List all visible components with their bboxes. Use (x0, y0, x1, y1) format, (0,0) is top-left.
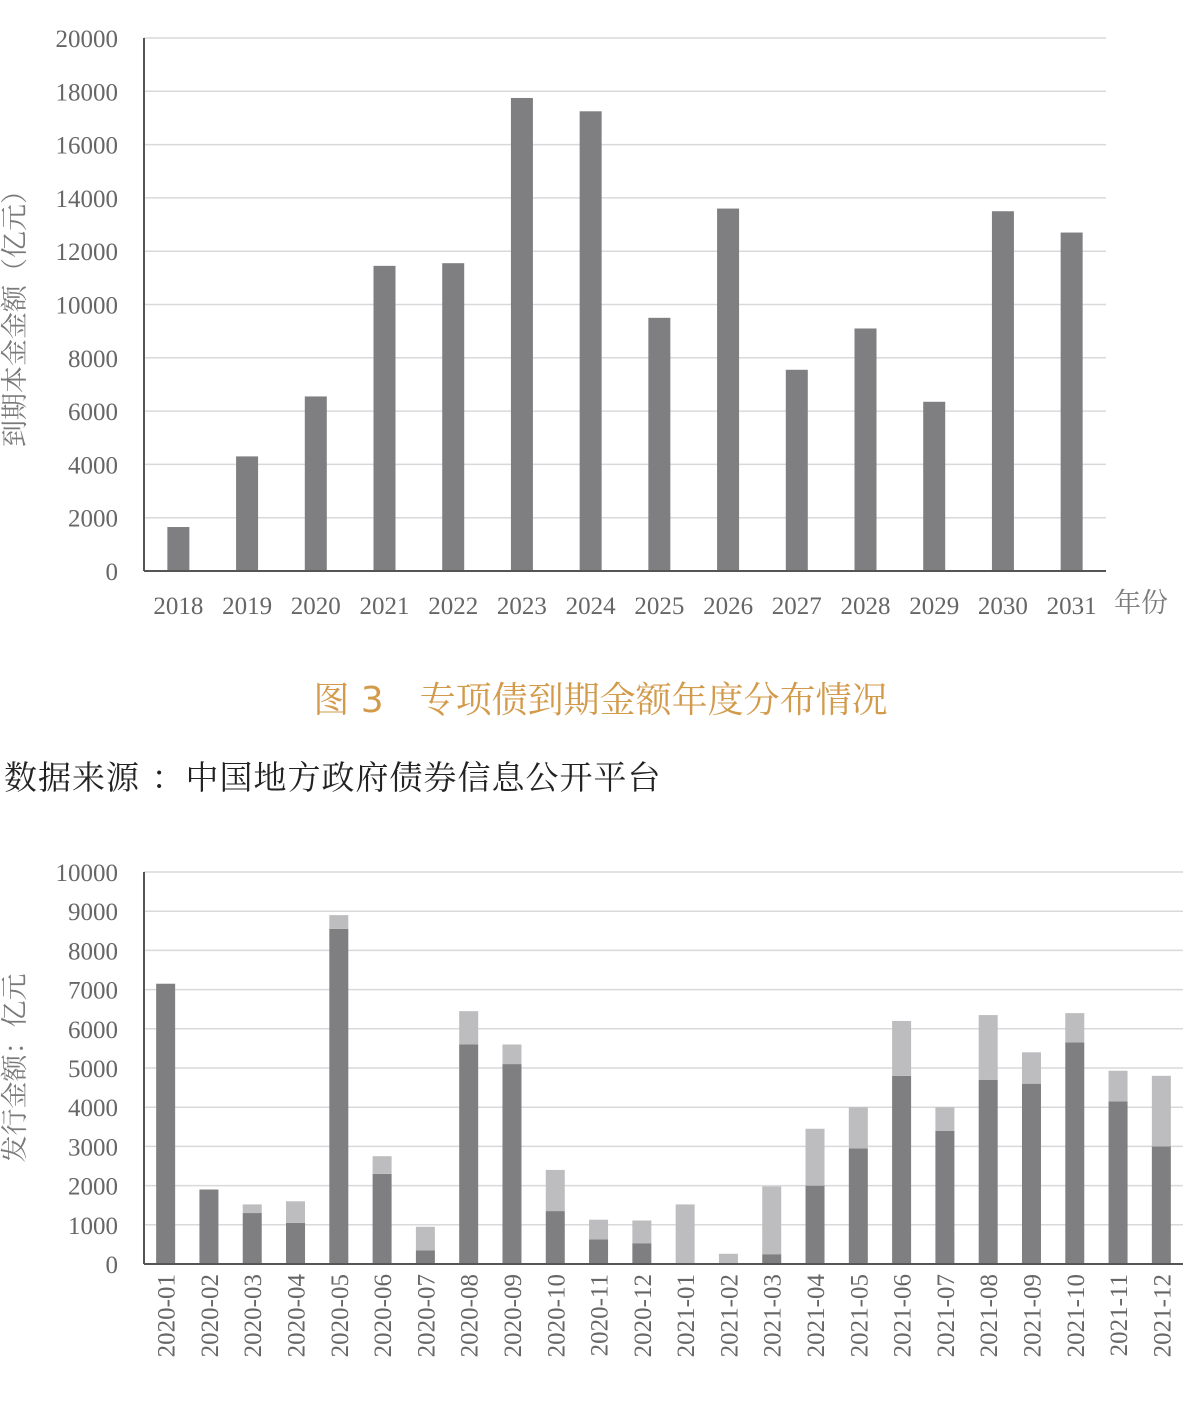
y-tick-label: 8000 (68, 938, 118, 966)
data-source: 数据来源 ：中国地方政府债券信息公开平台 (4, 758, 662, 797)
x-tick-label: 2021-11 (1106, 1274, 1134, 1357)
bar-2021-04-s1 (806, 1186, 825, 1264)
bar-2021-05-s2 (849, 1107, 868, 1148)
bar-2020-11-s1 (589, 1239, 608, 1264)
x-tick-label: 2021-06 (889, 1274, 917, 1358)
bar-2020-03-s1 (243, 1213, 262, 1264)
y-tick-label: 6000 (68, 1016, 118, 1044)
bar-2020-03-s2 (243, 1204, 262, 1213)
bar-2020-09-s2 (502, 1044, 521, 1064)
bar-2020-08-s2 (459, 1011, 478, 1044)
bar-2027 (786, 370, 808, 571)
bar-2018 (167, 527, 189, 571)
bar-2019 (236, 456, 258, 571)
bar-2020-05-s2 (329, 915, 348, 929)
bar-2030 (992, 211, 1014, 571)
bar-2021-06-s1 (892, 1076, 911, 1264)
y-tick-label: 4000 (68, 452, 118, 480)
bar-2020-12-s2 (632, 1220, 651, 1243)
y-tick-label: 18000 (55, 79, 118, 107)
bar-2021-11-s1 (1109, 1101, 1128, 1264)
figure-caption: 图 3 专项债到期金额年度分布情况 (313, 680, 888, 721)
x-tick-label: 2021-01 (673, 1274, 701, 1358)
y-tick-label: 3000 (68, 1134, 118, 1162)
x-tick-label: 2020 (290, 593, 341, 620)
bars (167, 98, 1082, 571)
bar-2020-07-s2 (416, 1227, 435, 1251)
x-tick-label: 2020-05 (326, 1274, 354, 1358)
y-gridlines (144, 38, 1106, 518)
y-tick-label: 14000 (55, 185, 118, 213)
y-tick-label: 8000 (68, 345, 118, 373)
x-tick-label: 2024 (565, 593, 616, 620)
x-tick-label: 2020-11 (586, 1274, 614, 1357)
bar-2021-02-s2 (719, 1254, 738, 1264)
y-tick-label: 9000 (68, 899, 118, 927)
y-tick-label: 2000 (68, 1173, 118, 1201)
bar-2022 (442, 263, 464, 571)
x-axis-label: 年份 (1114, 588, 1168, 619)
bar-2021-03-s2 (762, 1186, 781, 1254)
bar-2020-04-s2 (286, 1201, 305, 1223)
y-tick-label: 7000 (68, 977, 118, 1005)
x-tick-label: 2026 (703, 593, 754, 620)
bar-2020 (305, 396, 327, 571)
x-tick-label: 2019 (222, 593, 273, 620)
bar-2021-08-s1 (979, 1080, 998, 1264)
bar-2028 (855, 328, 877, 571)
bar-2021-05-s1 (849, 1148, 868, 1264)
bar-2021-10-s2 (1065, 1013, 1084, 1042)
bar-2020-04-s1 (286, 1223, 305, 1264)
x-tick-label: 2020-09 (499, 1274, 527, 1358)
y-axis-label: 发行金额：亿元 (0, 973, 31, 1163)
x-tick-label: 2028 (840, 593, 891, 620)
bar-2021-08-s2 (979, 1015, 998, 1080)
x-tick-label: 2020-07 (413, 1274, 441, 1358)
y-tick-label: 5000 (68, 1056, 118, 1083)
x-tick-label: 2021 (359, 593, 410, 620)
maturity-bar-chart (0, 0, 1201, 640)
x-tick-label: 2020-03 (240, 1274, 268, 1358)
bar-2020-02-s1 (199, 1190, 218, 1264)
y-tick-label: 12000 (55, 239, 118, 267)
x-tick-label: 2021-05 (846, 1274, 874, 1358)
x-tick-labels (153, 593, 1096, 620)
bar-2021 (374, 266, 396, 571)
bar-2020-06-s1 (373, 1174, 392, 1264)
bar-2026 (717, 209, 739, 571)
y-tick-label: 0 (105, 1252, 118, 1279)
x-tick-label: 2030 (977, 593, 1028, 620)
bar-2020-05-s1 (329, 929, 348, 1264)
bar-2021-07-s2 (935, 1107, 954, 1131)
bar-2020-01-s1 (156, 984, 175, 1264)
y-tick-label: 16000 (55, 132, 118, 160)
x-tick-labels (154, 1274, 1177, 1358)
x-tick-label: 2020-06 (370, 1274, 398, 1358)
x-tick-label: 2020-01 (153, 1274, 181, 1358)
y-tick-labels (56, 860, 119, 1279)
y-tick-label: 1000 (68, 1212, 118, 1240)
x-tick-label: 2031 (1046, 593, 1097, 620)
bar-2020-06-s2 (373, 1156, 392, 1174)
bar-2021-06-s2 (892, 1021, 911, 1076)
bar-2020-08-s1 (459, 1044, 478, 1264)
bar-2021-01-s2 (676, 1204, 695, 1264)
bar-2023 (511, 98, 533, 571)
issuance-stacked-bar-chart (0, 850, 1201, 1404)
x-tick-label: 2020-02 (196, 1274, 224, 1358)
bar-2021-12-s2 (1152, 1076, 1171, 1147)
bar-2029 (923, 402, 945, 571)
bar-2020-10-s2 (546, 1170, 565, 1211)
x-tick-label: 2025 (634, 593, 685, 620)
bar-2021-11-s2 (1109, 1071, 1128, 1102)
y-tick-label: 0 (105, 559, 118, 586)
y-tick-label: 20000 (55, 26, 118, 53)
bar-2020-12-s1 (632, 1243, 651, 1264)
bar-2020-07-s1 (416, 1250, 435, 1264)
x-tick-label: 2020-04 (283, 1274, 311, 1358)
bar-2020-09-s1 (502, 1064, 521, 1264)
bar-2021-07-s1 (935, 1131, 954, 1264)
bar-2021-09-s2 (1022, 1052, 1041, 1083)
x-tick-label: 2021-03 (759, 1274, 787, 1358)
x-tick-label: 2021-08 (976, 1274, 1004, 1358)
bar-2021-03-s1 (762, 1254, 781, 1264)
bars (156, 915, 1171, 1264)
x-tick-label: 2021-04 (803, 1274, 831, 1358)
x-tick-label: 2027 (771, 593, 822, 620)
x-tick-label: 2021-07 (932, 1274, 960, 1358)
y-tick-label: 4000 (68, 1095, 118, 1123)
x-tick-label: 2021-02 (716, 1274, 744, 1358)
y-axis-label: 到期本金金额（亿元） (0, 177, 31, 447)
bar-2021-10-s1 (1065, 1043, 1084, 1264)
x-tick-label: 2018 (153, 593, 204, 620)
bar-2021-04-s2 (806, 1129, 825, 1186)
y-tick-label: 10000 (55, 860, 118, 887)
x-tick-label: 2020-10 (543, 1274, 571, 1358)
bar-2021-09-s1 (1022, 1084, 1041, 1264)
x-tick-label: 2020-12 (629, 1274, 657, 1358)
x-tick-label: 2021-12 (1149, 1274, 1177, 1358)
y-tick-labels (56, 26, 119, 586)
bar-2024 (580, 111, 602, 571)
x-tick-label: 2023 (496, 593, 547, 620)
x-tick-label: 2020-08 (456, 1274, 484, 1358)
bar-2021-12-s1 (1152, 1146, 1171, 1264)
x-tick-label: 2021-09 (1019, 1274, 1047, 1358)
x-tick-label: 2021-10 (1062, 1274, 1090, 1358)
x-tick-label: 2022 (428, 593, 479, 620)
bar-2031 (1061, 233, 1083, 571)
y-tick-label: 6000 (68, 399, 118, 427)
bar-2020-10-s1 (546, 1211, 565, 1264)
bar-2025 (648, 318, 670, 571)
y-tick-label: 10000 (55, 292, 118, 320)
bar-2020-11-s2 (589, 1220, 608, 1240)
y-tick-label: 2000 (68, 505, 118, 533)
x-tick-label: 2029 (909, 593, 960, 620)
